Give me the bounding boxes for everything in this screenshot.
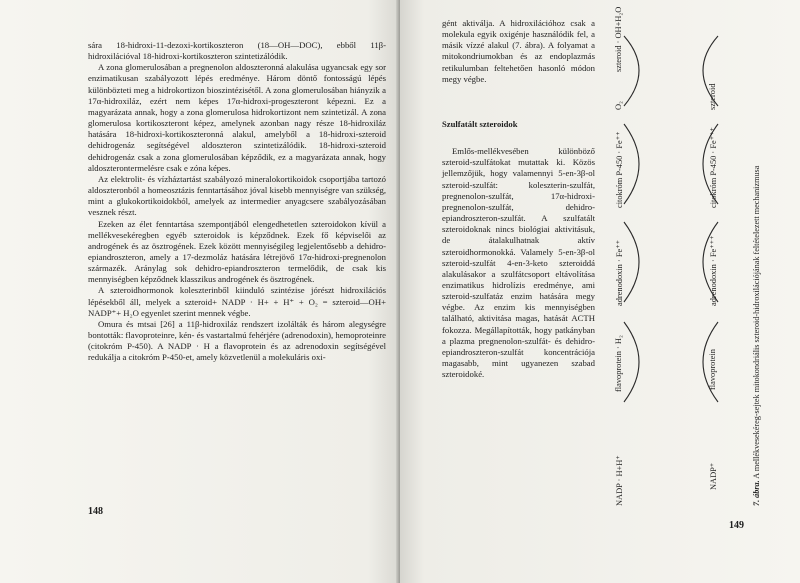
right-section-paragraph-1: Emlős-mellékvesében különböző szteroid-szulfátokat mutattak ki. Közös jellemzőjük, hogy valamennyi 5-en-3β-ol szteroid-szulfát: koleszterin-szulfát, pregnenolon-szulfát, 17α-hidroxi-pregnenolon-szulfát, dehidro-epiandroszteron-szulfát. A szulfatált szteroidoknak nincs biológiai aktivitásuk, de átalakulhatnak aktív szteroidhormonokká. Valamely 5-en-3β-ol szteroid-szulfát 4-en-3-keto szteroiddá alakulásakor a szulfátcsoport eltávolítása enzimatikus hidrolízis eredménye, ami szteroid-szulfatáz enzim hatására megy végbe. Az enzim kis mennyiségben található, aktivitása magas, hatását ACTH fokozza. Megállapították, hogy patkányban a plazma pregnenolon-szulfát- és dehidro-epiandroszteron-szulfát koncentrációja magasabb, mint ugyanezen szabad szteroidoké. [442,146,595,380]
left-paragraph-4: Ezeken az élet fenntartása szempontjából elengedhetetlen szteroidokon kívül a mellékvesekéregben egyéb szteroidok is képződnek. Ezek fő képviselői az androgének és az ösztrogének. Ezek között mennyiségileg legjelentősebb a dehidro-epiandroszteron, amely a 17-dezmoláz hatására létrejövő 17α-hidroxi-pregnenolon származék. Aránylag sok dehidro-epiandroszteron termelődik, de csak kis mennyiségben képződnek klasszikus androgének és ösztrogének. [88,218,386,285]
left-paragraph-5: A szteroidhormonok koleszterinből kiinduló szintézise jórészt hidroxilációs lépésekből áll, melyek a szteroid+ NADP · H+ + H⁺ + O₂ = szteroid—OH+ NADP⁺+ H₂O egyenlet szerint mennek végbe. [88,285,386,318]
label-oxygen: O₂ [614,101,623,110]
page-number-right: 149 [729,520,744,531]
arc-flavoprotein [624,322,639,402]
left-page-text [88,40,386,364]
arc-adrenodoxin [624,222,639,302]
arc-oxygen [624,36,639,106]
label-flavoprotein: flavoprotein [708,349,717,390]
label-nadp-plus: NADP⁺ [709,462,718,490]
label-cytochrome-fe3: citokróm P-450 · Fe⁺⁺⁺ [709,127,718,208]
section-heading: Szulfatált szteroidok [442,118,518,129]
label-adrenodoxin-fe2: adrenodoxin · Fe⁺⁺ [615,239,624,306]
page-number-left: 148 [88,506,103,517]
arc-cytochrome [624,124,639,204]
label-steroid-oh-water: szteroid · OH+H₂O [614,6,623,72]
reaction-diagram [596,6,746,510]
label-cytochrome-fe2: citokróm P-450 · Fe⁺⁺ [615,131,624,208]
label-steroid: szteroid [708,83,717,110]
figure-caption [752,166,761,506]
figure-number: 7. ábra. [752,480,761,506]
left-paragraph-2: A zona glomerulosában a pregnenolon aldoszteronná alakulása ugyancsak egy sor enzimatikusan szabályozott lépés eredménye. Három döntő fontosságú lépés különbözteti meg a hidrokortizon bioszintézisétől. A zona glomerulosában hiányzik a 17α-hidroxiláz, ezért nem képes 17α-hidroxi-progeszteront képezni. Ez a magyarázata annak, hogy a zona glomerulosa hidrokortizont nem szintetizál. A zona glomerulosa kortikoszteront képez, amelynek azonban nagy része 18-hidroxiláz hatására 18-hidroxi-kortikoszteronná alakul, amelyből a 18-hidroxi-szteroid dehidrogenáz segítségével aldoszteron szintetizálódik. 18-hidroxi-szteroid dehidrogenáz csak a zona glomerulosában képződik, ez a magyarázata annak, hogy aldoszterontermelésre csak e zóna képes. [88,62,386,173]
left-paragraph-3: Az elektrolit- és vízháztartást szabályozó mineralokortikoidok csoportjába tartozó aldoszteronból a homeosztázis fenntartásához jóval kisebb mennyiségre van szükség, mint a glukokortikoidokból, amelyek az intermedier anyagcsere szabályozásában vesznek részt. [88,173,386,218]
label-adrenodoxin-fe3: adrenodoxin · Fe⁺⁺⁺ [709,235,718,306]
right-intro-paragraph: gént aktiválja. A hidroxilációhoz csak a molekula egyik oxigénje használódik fel, a másik vízzé alakul (7. ábra). A folyamat a mitokondriumokban és az endoplazmás retikulumban feltehetően hasonló módon megy végbe. [442,18,595,84]
right-page-text [442,18,595,380]
figure-caption-text: A mellékvesekéreg-sejtek mitokondriális szteroid-hidroxilációjának feltételezett mechanizmusa [752,165,761,479]
left-paragraph-1: sára 18-hidroxi-11-dezoxi-kortikoszteron (18—OH—DOC), ebből 11β-hidroxilációval 18-hidroxi-kortikoszteron szintetizálódik. [88,40,386,62]
left-paragraph-6: Omura és mtsai [26] a 11β-hidroxiláz rendszert izolálták és három alegységre bontották: flavoproteinre, kén- és vastartalmú fehérjére (adrenodoxin), hemoproteinre (citokróm P-450). A NADP · H a flavoprotein és az adrenodoxin segítségével redukálja a citokróm P-450-et, amely közvetlenül a molekuláris oxi- [88,318,386,363]
label-nadph: NADP · H+H⁺ [615,455,624,506]
label-flavoprotein-h2: flavoprotein · H₂ [614,335,623,392]
